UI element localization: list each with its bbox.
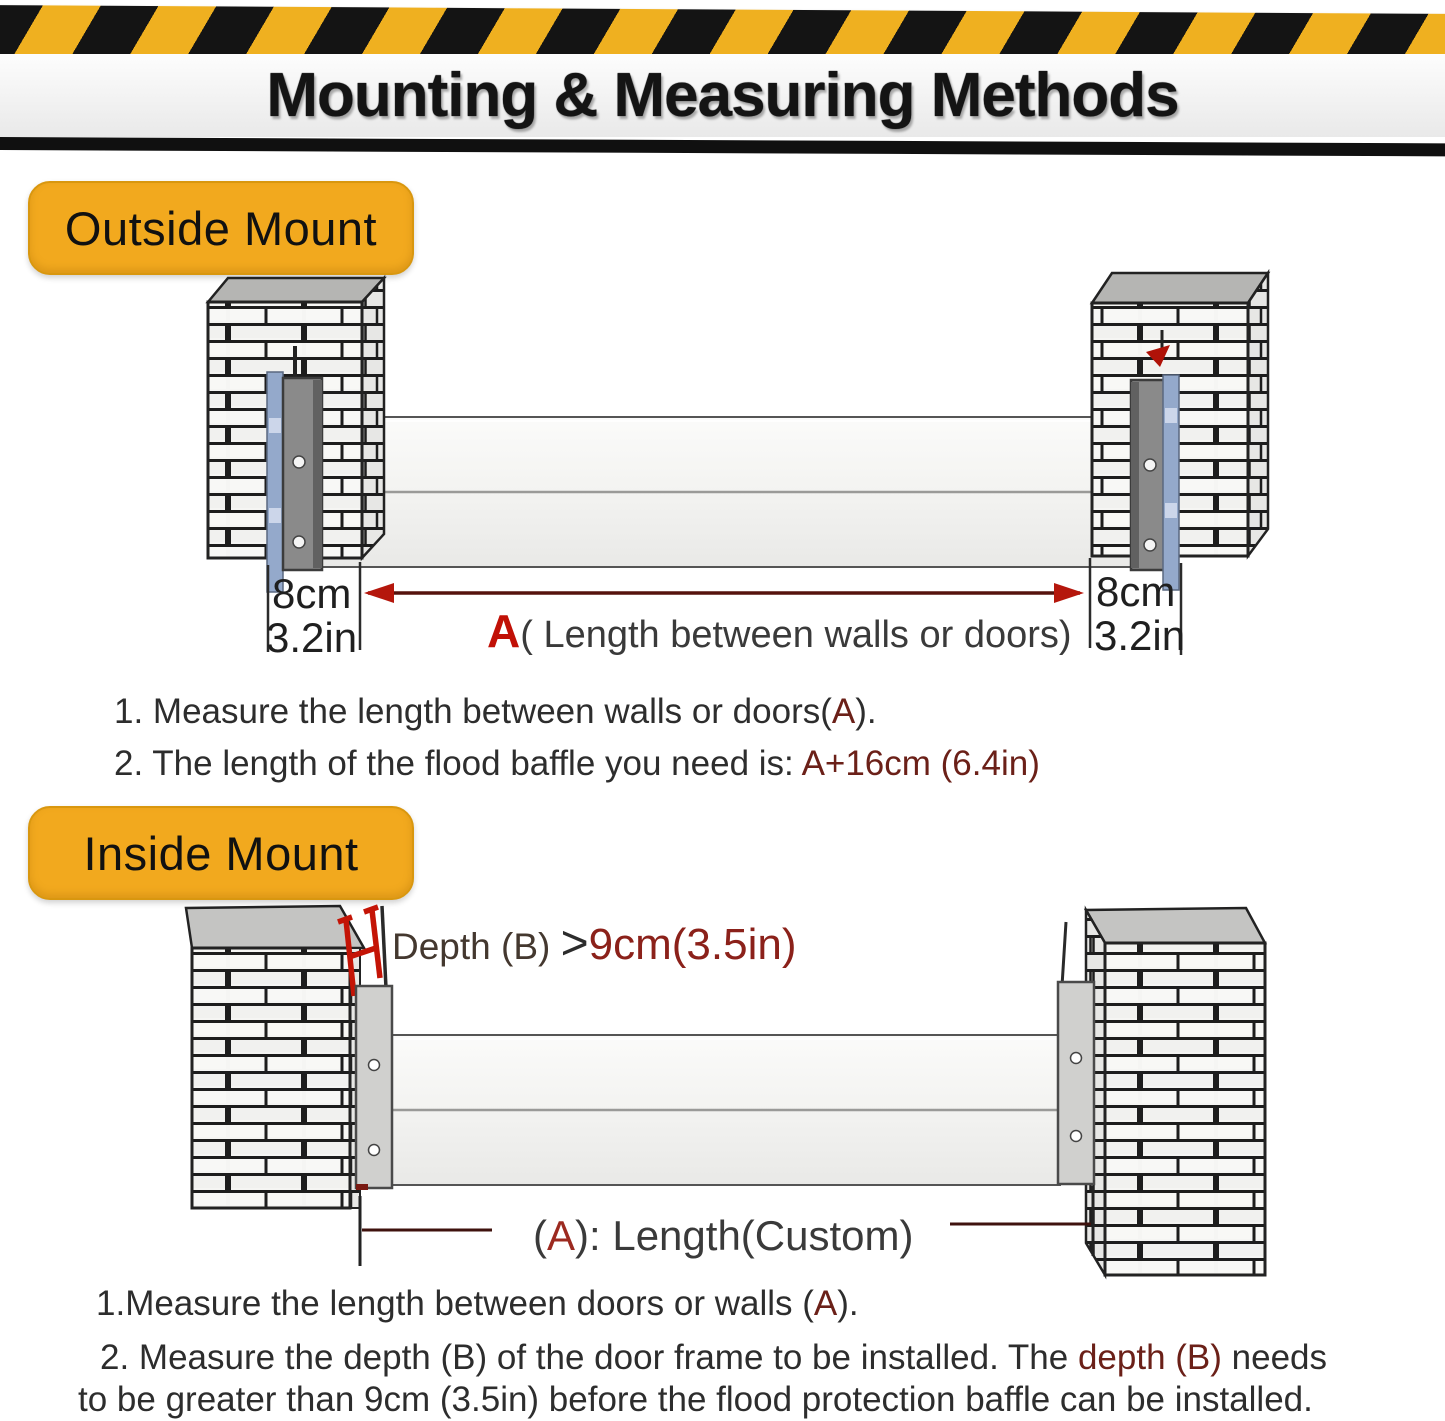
anchor-rod xyxy=(382,906,386,988)
dimension-label-left-cm: 8cm xyxy=(272,570,352,617)
flood-barrier-panels xyxy=(322,417,1135,567)
wall-seal-strip xyxy=(267,372,283,592)
inside-mount-badge xyxy=(28,806,414,900)
outside-step-1: 1. Measure the length between walls or doors(A). xyxy=(114,692,877,731)
mounting-channel-right xyxy=(1058,982,1094,1184)
anchor-rod xyxy=(1062,922,1066,986)
brick-pillar-right xyxy=(1058,908,1265,1275)
dimension-a-letter: A xyxy=(487,605,521,657)
inside-step-1: 1.Measure the length between doors or walls (A). xyxy=(96,1284,859,1323)
mounting-channel-right xyxy=(1131,380,1165,570)
brick-pillar-left xyxy=(208,278,384,592)
page-title: Mounting & Measuring Methods xyxy=(266,61,1179,130)
outside-step-2: 2. The length of the flood baffle you need is: A+16cm (6.4in) xyxy=(114,744,1040,783)
title-band xyxy=(0,54,1445,137)
header-divider-bar xyxy=(0,137,1445,156)
mounting-channel-left xyxy=(356,986,392,1190)
dimension-label-right-in: 3.2in xyxy=(1094,612,1186,659)
flood-barrier-panels xyxy=(392,1035,1060,1185)
depth-label: Depth (B) >9cm(3.5in) xyxy=(392,917,797,970)
wall-seal-strip xyxy=(1163,375,1179,590)
inside-step-2-line-2: to be greater than 9cm (3.5in) before the flood protection baffle can be installed. xyxy=(78,1380,1313,1419)
inside-mount-badge-label: Inside Mount xyxy=(83,826,359,880)
length-custom-label: (A): Length(Custom) xyxy=(533,1212,914,1259)
dimension-a-text: ( Length between walls or doors) xyxy=(520,614,1072,656)
dimension-label-right-cm: 8cm xyxy=(1096,568,1176,615)
outside-mount-badge-label: Outside Mount xyxy=(64,201,378,255)
dimension-label-a xyxy=(487,604,1072,658)
brick-pillar-left xyxy=(186,906,392,1208)
mounting-channel-left xyxy=(283,378,322,570)
inside-step-2-line-1: 2. Measure the depth (B) of the door frame to be installed. The depth (B) needs xyxy=(100,1338,1328,1377)
brick-pillar-right xyxy=(1092,273,1268,590)
dimension-label-left-in: 3.2in xyxy=(266,614,358,661)
